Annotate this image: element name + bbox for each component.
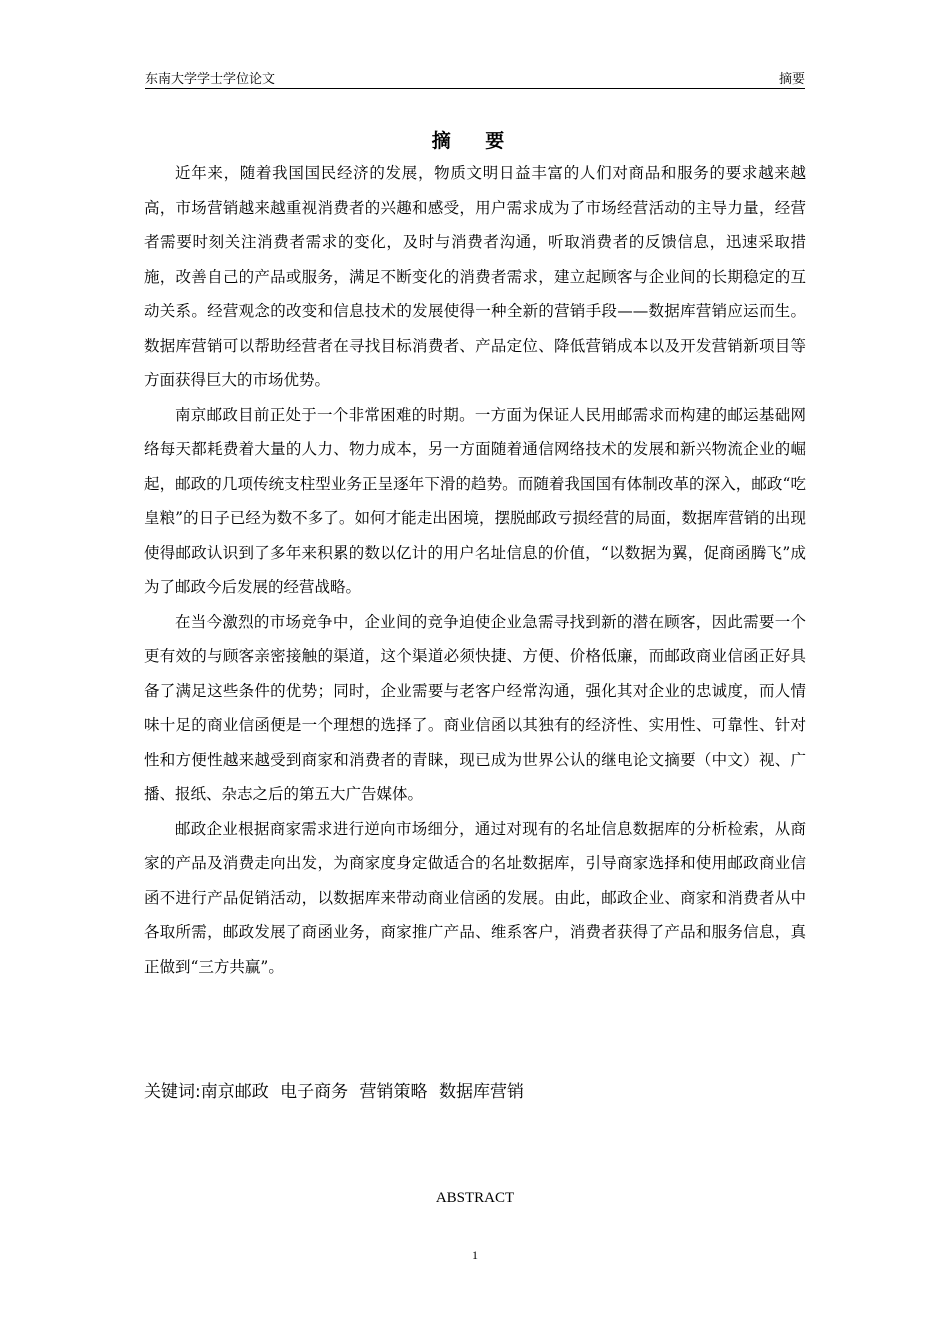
abstract-title: 摘 要	[431, 130, 519, 152]
english-abstract-heading: ABSTRACT	[435, 1190, 515, 1206]
page-header	[145, 68, 805, 89]
keywords-label: 关键词:	[144, 1082, 201, 1102]
keyword: 电子商务	[280, 1082, 349, 1102]
keyword: 南京邮政	[200, 1082, 269, 1102]
page-number: 1	[472, 1248, 478, 1262]
abstract-paragraph: 在当今激烈的市场竞争中，企业间的竞争迫使企业急需寻找到新的潜在顾客，因此需要一个更有效的与顾客亲密接触的渠道，这个渠道必须快捷、方便、价格低廉，而邮政商业信函正好具备了满足这些条件的优势；同时，企业需要与老客户经常沟通，强化其对企业的忠诚度，而人情味十足的商业信函便是一个理想的选择了。商业信函以其独有的经济性、实用性、可靠性、针对性和方便性越来越受到商家和消费者的青睐，现已成为世界公认的继电论文摘要（中文）视、广播、报纸、杂志之后的第五大广告媒体。	[144, 612, 806, 803]
abstract-paragraph: 南京邮政目前正处于一个非常困难的时期。一方面为保证人民用邮需求而构建的邮运基础网络每天都耗费着大量的人力、物力成本，另一方面随着通信网络技术的发展和新兴物流企业的崛起，邮政的几项传统支柱型业务正呈逐年下滑的趋势。而随着我国国有体制改革的深入，邮政“吃皇粮”的日子已经为数不多了。如何才能走出困境，摆脱邮政亏损经营的局面，数据库营销的出现使得邮政认识到了多年来积累的数以亿计的用户名址信息的价值，“以数据为翼，促商函腾飞”成为了邮政今后发展的经营战略。	[144, 405, 806, 596]
keyword: 数据库营销	[438, 1082, 524, 1102]
section-header: 摘要	[778, 72, 805, 87]
abstract-paragraph: 邮政企业根据商家需求进行逆向市场细分，通过对现有的名址信息数据库的分析检索，从商家的产品及消费走向出发，为商家度身定做适合的名址数据库，引导商家选择和使用邮政商业信函不进行产品促销活动，以数据库来带动商业信函的发展。由此，邮政企业、商家和消费者从中各取所需，邮政发展了商函业务，商家推广产品、维系客户，消费者获得了产品和服务信息，真正做到“三方共赢”。	[144, 819, 806, 976]
abstract-paragraph: 近年来，随着我国国民经济的发展，物质文明日益丰富的人们对商品和服务的要求越来越高，市场营销越来越重视消费者的兴趣和感受，用户需求成为了市场经营活动的主导力量，经营者需要时刻关注消费者需求的变化，及时与消费者沟通，听取消费者的反馈信息，迅速采取措施，改善自己的产品或服务，满足不断变化的消费者需求，建立起顾客与企业间的长期稳定的互动关系。经营观念的改变和信息技术的发展使得一种全新的营销手段——数据库营销应运而生。数据库营销可以帮助经营者在寻找目标消费者、产品定位、降低营销成本以及开发营销新项目等方面获得巨大的市场优势。	[144, 164, 806, 389]
thesis-title-header: 东南大学学士学位论文	[145, 72, 276, 87]
keyword: 营销策略	[359, 1082, 428, 1102]
abstract-body	[144, 156, 806, 984]
keywords-line	[144, 1077, 530, 1102]
